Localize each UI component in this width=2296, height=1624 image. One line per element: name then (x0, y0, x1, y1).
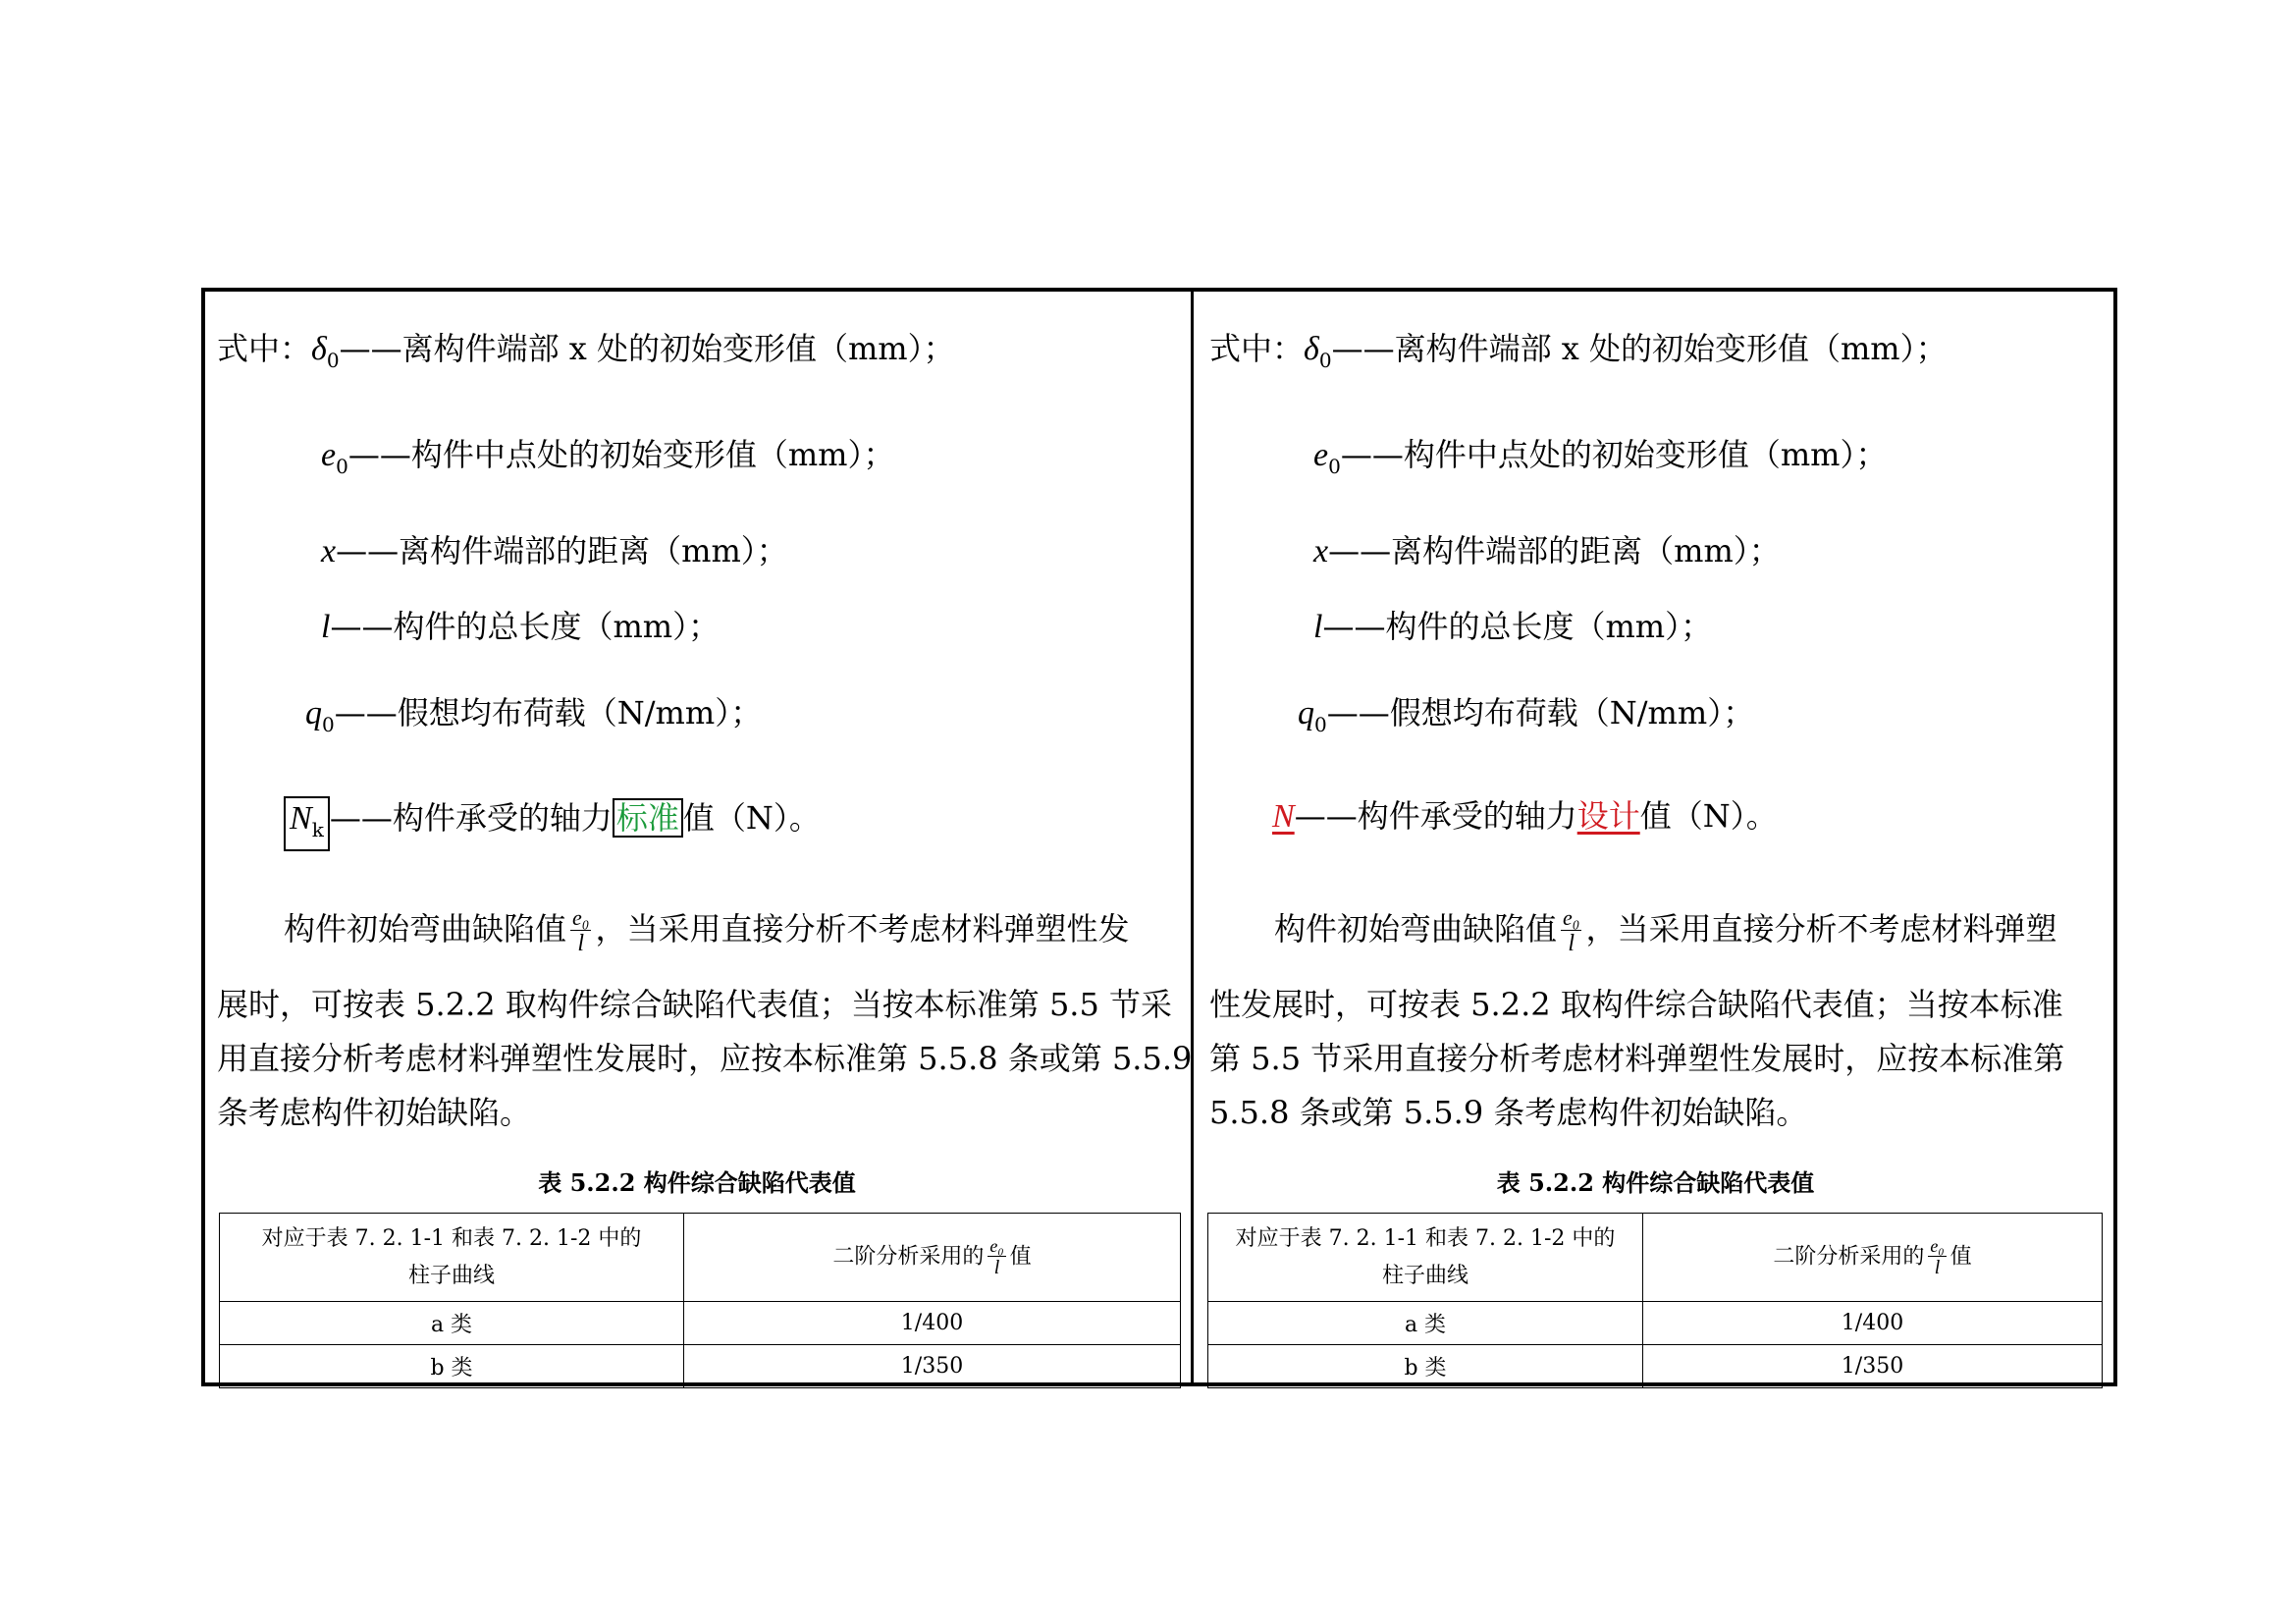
para-line-1 (284, 906, 1129, 956)
frac-num: e₀ (989, 1236, 1004, 1256)
changed-symbol-box (284, 796, 330, 851)
def-text: ——构件的总长度（mm）； (330, 608, 721, 645)
symbol-sub: 0 (1314, 713, 1327, 736)
table-row (1208, 1345, 2103, 1388)
def-text: ——离构件端部的距离（mm）； (336, 532, 788, 569)
symbol-sub: k (311, 818, 324, 841)
def-q0 (305, 693, 762, 744)
header-line: 对应于表 7. 2. 1-1 和表 7. 2. 1-2 中的 (261, 1225, 642, 1251)
para-line-2: 展时，可按表 5.2.2 取构件综合缺陷代表值；当按本标准第 5.5 节采 (217, 986, 1173, 1023)
def-nk (284, 796, 821, 851)
def-text: ——构件中点处的初始变形值（mm）； (347, 436, 895, 473)
symbol-e: e (321, 437, 337, 473)
para-line-3: 用直接分析考虑材料弹塑性发展时，应按本标准第 5.5.8 条或第 5.5.9 (217, 1040, 1193, 1077)
header-text: 值 (1009, 1244, 1032, 1270)
def-e0 (321, 435, 895, 486)
intro-label: 式中： (1209, 330, 1305, 367)
symbol-q: q (1298, 695, 1314, 731)
header-ratio (684, 1214, 1181, 1302)
table-caption: 表 5.2.2 构件综合缺陷代表值 (538, 1168, 856, 1197)
intro-label: 式中： (217, 330, 312, 367)
cell-ratio: 1/350 (684, 1345, 1181, 1388)
frac-den: l (577, 931, 585, 956)
def-text: ——假想均布荷载（N/mm）； (1326, 694, 1755, 731)
table-header-row (220, 1214, 1181, 1302)
def-text: ——离构件端部的距离（mm）； (1328, 532, 1781, 569)
symbol-n: N (290, 800, 312, 837)
cell-curve: a 类 (1208, 1302, 1643, 1345)
def-text: ——离构件端部 x 处的初始变形值（mm）； (339, 330, 955, 367)
table-row (1208, 1302, 2103, 1345)
symbol-sub: 0 (322, 713, 335, 736)
symbol-l: l (1313, 609, 1323, 645)
cell-ratio: 1/350 (1643, 1345, 2103, 1388)
def-l (1313, 607, 1712, 647)
header-line: 对应于表 7. 2. 1-1 和表 7. 2. 1-2 中的 (1235, 1225, 1616, 1251)
para-line-1 (1274, 906, 2056, 956)
symbol-sub: 0 (1328, 455, 1341, 478)
header-text: 值 (1949, 1244, 1972, 1270)
symbol-q: q (305, 695, 322, 731)
header-line: 柱子曲线 (407, 1263, 495, 1288)
symbol-x: x (1313, 533, 1329, 569)
defect-table (219, 1213, 1181, 1388)
para-line-2: 性发展时，可按表 5.2.2 取构件综合缺陷代表值；当按本标准 (1209, 986, 2063, 1023)
para-text: ，当采用直接分析不考虑材料弹塑 (1585, 910, 2057, 947)
def-text-end: 值（N）。 (1639, 797, 1778, 835)
frac-num: e₀ (572, 905, 590, 930)
def-e0 (1313, 435, 1888, 486)
frac-num: e₀ (1563, 905, 1580, 930)
symbol-x: x (321, 533, 337, 569)
header-ratio (1643, 1214, 2103, 1302)
table-row (220, 1345, 1181, 1388)
cell-ratio: 1/400 (1643, 1302, 2103, 1345)
def-text: ——构件的总长度（mm）； (1322, 608, 1713, 645)
def-q0 (1298, 693, 1754, 744)
def-x (1313, 531, 1781, 571)
cell-curve: a 类 (220, 1302, 684, 1345)
para-line-3: 第 5.5 节采用直接分析考虑材料弹塑性发展时，应按本标准第 (1209, 1040, 2065, 1077)
header-curve (1208, 1214, 1643, 1302)
table-header-row (1208, 1214, 2103, 1302)
table-caption: 表 5.2.2 构件综合缺陷代表值 (1496, 1168, 1815, 1197)
para-line-4: 条考虑构件初始缺陷。 (217, 1094, 532, 1131)
def-text: ——构件承受的轴力 (329, 799, 613, 837)
symbol-sub: 0 (1318, 349, 1332, 372)
fraction-e0-over-l (988, 1236, 1005, 1278)
frac-den: l (993, 1257, 1000, 1278)
changed-word-standard: 标准 (613, 798, 683, 838)
def-text: ——假想均布荷载（N/mm）； (334, 694, 763, 731)
cell-curve: b 类 (1208, 1345, 1643, 1388)
right-column (1194, 288, 2117, 1386)
cell-ratio: 1/400 (684, 1302, 1181, 1345)
fraction-e0-over-l (1561, 906, 1581, 956)
header-text: 二阶分析采用的 (1773, 1244, 1925, 1270)
frac-den: l (1568, 931, 1575, 956)
symbol-e: e (1313, 437, 1329, 473)
symbol-delta: δ (311, 331, 327, 367)
header-line: 柱子曲线 (1381, 1263, 1468, 1288)
frac-den: l (1934, 1257, 1941, 1278)
fraction-e0-over-l (1928, 1236, 1946, 1278)
def-text: ——构件中点处的初始变形值（mm）； (1340, 436, 1888, 473)
defect-table (1207, 1213, 2103, 1388)
def-text: ——构件承受的轴力 (1294, 797, 1577, 835)
header-text: 二阶分析采用的 (832, 1244, 985, 1270)
def-delta0 (1209, 329, 1948, 380)
inserted-symbol-n: N (1272, 798, 1295, 835)
def-text: ——离构件端部 x 处的初始变形值（mm）； (1331, 330, 1948, 367)
para-text: 构件初始弯曲缺陷值 (1274, 910, 1558, 947)
def-l (321, 607, 720, 647)
header-curve (220, 1214, 684, 1302)
symbol-delta: δ (1304, 331, 1319, 367)
inserted-word-design: 设计 (1576, 797, 1640, 835)
cell-curve: b 类 (220, 1345, 684, 1388)
def-x (321, 531, 788, 571)
def-delta0 (217, 329, 955, 380)
left-column (201, 288, 1193, 1386)
para-text: ，当采用直接分析不考虑材料弹塑性发 (595, 910, 1130, 947)
table-row (220, 1302, 1181, 1345)
def-n (1272, 796, 1778, 837)
para-line-4: 5.5.8 条或第 5.5.9 条考虑构件初始缺陷。 (1209, 1094, 1808, 1131)
fraction-e0-over-l (570, 906, 591, 956)
symbol-l: l (321, 609, 331, 645)
symbol-sub: 0 (326, 349, 340, 372)
frac-num: e₀ (1930, 1236, 1945, 1256)
para-text: 构件初始弯曲缺陷值 (284, 910, 567, 947)
symbol-sub: 0 (336, 455, 348, 478)
def-text-end: 值（N）。 (682, 799, 821, 837)
